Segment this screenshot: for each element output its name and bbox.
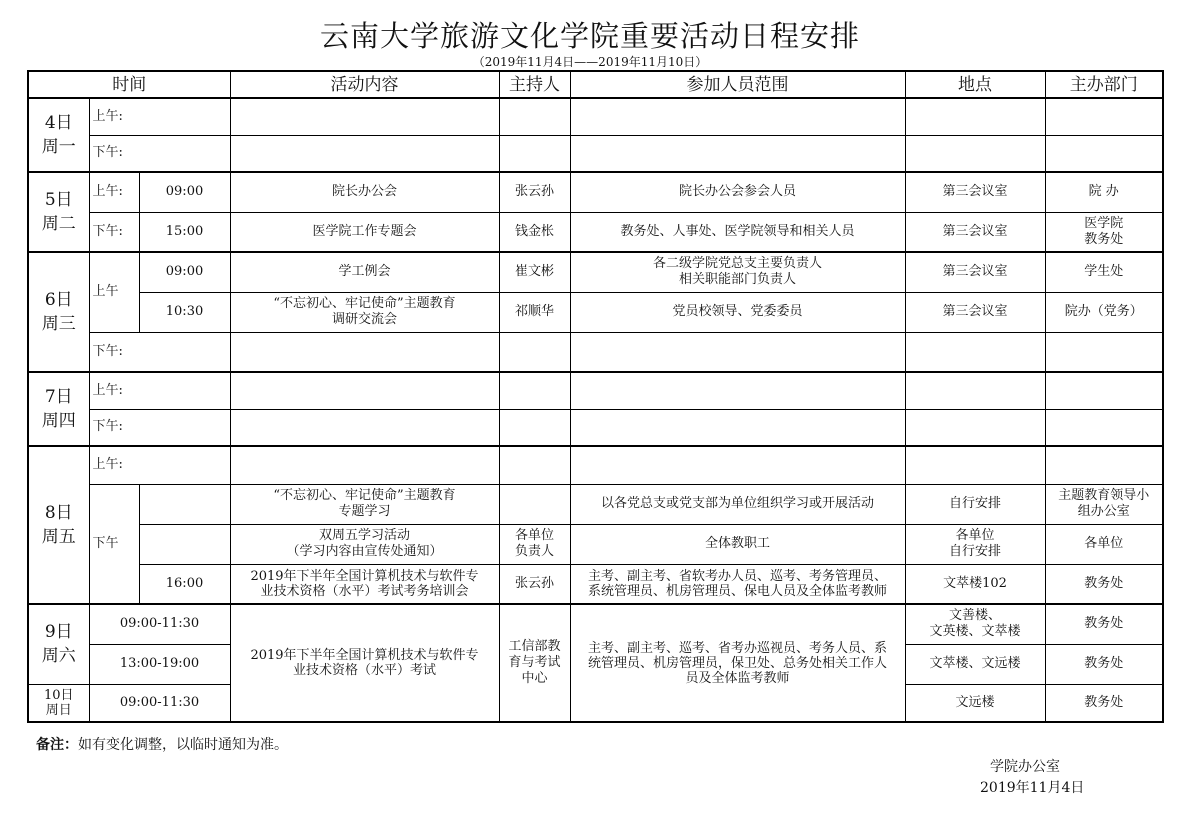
time-cell: 13:00-19:00	[89, 644, 230, 684]
people-cell: 主考、副主考、省软考办人员、巡考、考务管理员、 系统管理员、机房管理员、保电人员及全体监考教师	[570, 564, 905, 604]
am-label: 上午:	[89, 172, 139, 212]
remark-label: 备注：	[36, 737, 78, 753]
dept-cell: 主题教育领导小 组办公室	[1045, 484, 1163, 524]
content-cell: “不忘初心、牢记使命”主题教育 专题学习	[230, 484, 499, 524]
pm-label: 下午:	[89, 135, 230, 172]
am-label: 上午:	[89, 446, 230, 484]
time-cell: 09:00-11:30	[89, 684, 230, 722]
table-row	[28, 446, 1163, 484]
place-cell: 各单位 自行安排	[905, 524, 1045, 564]
day-cell: 5日 周二	[28, 172, 89, 252]
people-cell: 各二级学院党总支主要负责人 相关职能部门负责人	[570, 252, 905, 292]
pm-label: 下午:	[89, 409, 230, 446]
table-row	[28, 564, 1163, 604]
time-cell: 09:00	[139, 172, 230, 212]
people-cell: 党员校领导、党委委员	[570, 292, 905, 332]
place-cell: 文萃楼102	[905, 564, 1045, 604]
host-cell: 各单位 负责人	[499, 524, 570, 564]
place-cell: 文萃楼、文远楼	[905, 644, 1045, 684]
time-cell: 09:00-11:30	[89, 604, 230, 644]
dept-cell: 院 办	[1045, 172, 1163, 212]
host-cell: 崔文彬	[499, 252, 570, 292]
time-cell: 15:00	[139, 212, 230, 252]
dept-cell: 各单位	[1045, 524, 1163, 564]
table-row	[28, 372, 1163, 409]
day-cell: 10日 周日	[28, 684, 89, 722]
people-cell: 以各党总支或党支部为单位组织学习或开展活动	[570, 484, 905, 524]
place-cell: 第三会议室	[905, 212, 1045, 252]
day-cell: 8日 周五	[28, 446, 89, 604]
time-cell: 09:00	[139, 252, 230, 292]
content-cell: 2019年下半年全国计算机技术与软件专 业技术资格（水平）考试	[230, 604, 499, 722]
table-row	[28, 98, 1163, 135]
table-row	[28, 604, 1163, 644]
day-cell: 7日 周四	[28, 372, 89, 446]
signature-date: 2019年11月4日	[980, 780, 1085, 796]
am-label: 上午:	[89, 98, 230, 135]
signature-office: 学院办公室	[990, 759, 1060, 775]
header-dept: 主办部门	[1045, 71, 1163, 98]
place-cell: 第三会议室	[905, 172, 1045, 212]
header-place: 地点	[905, 71, 1045, 98]
dept-cell: 教务处	[1045, 644, 1163, 684]
people-cell: 主考、副主考、巡考、省考办巡视员、考务人员、系 统管理员、机房管理员，保卫处、总务处相关工作人 员及全体监考教师	[570, 604, 905, 722]
content-cell: “不忘初心、牢记使命”主题教育 调研交流会	[230, 292, 499, 332]
table-row	[28, 292, 1163, 332]
header-row	[28, 71, 1163, 98]
table-row	[28, 484, 1163, 524]
remark-text: 如有变化调整，以临时通知为准。	[78, 737, 288, 753]
am-label: 上午:	[89, 372, 230, 409]
table-row	[28, 409, 1163, 446]
content-cell: 双周五学习活动 （学习内容由宣传处通知）	[230, 524, 499, 564]
place-cell: 第三会议室	[905, 292, 1045, 332]
place-cell: 自行安排	[905, 484, 1045, 524]
time-cell: 10:30	[139, 292, 230, 332]
dept-cell: 教务处	[1045, 564, 1163, 604]
header-host: 主持人	[499, 71, 570, 98]
people-cell: 教务处、人事处、医学院领导和相关人员	[570, 212, 905, 252]
dept-cell: 教务处	[1045, 684, 1163, 722]
table-row	[28, 524, 1163, 564]
page-title: 云南大学旅游文化学院重要活动日程安排	[319, 19, 860, 53]
remark	[36, 734, 288, 754]
am-label: 上午	[89, 252, 139, 332]
date-range-subtitle: （2019年11月4日——2019年11月10日）	[472, 55, 708, 69]
header-content: 活动内容	[230, 71, 499, 98]
host-cell: 钱金枨	[499, 212, 570, 252]
table-row	[28, 212, 1163, 252]
content-cell: 2019年下半年全国计算机技术与软件专 业技术资格（水平）考试考务培训会	[230, 564, 499, 604]
day-cell: 9日 周六	[28, 604, 89, 684]
content-cell: 医学院工作专题会	[230, 212, 499, 252]
pm-label: 下午:	[89, 332, 230, 372]
people-cell: 全体教职工	[570, 524, 905, 564]
table-row	[28, 252, 1163, 292]
header-time: 时间	[28, 71, 230, 98]
table-row	[28, 332, 1163, 372]
dept-cell: 院办（党务）	[1045, 292, 1163, 332]
day-cell: 4日 周一	[28, 98, 89, 172]
table-row	[28, 135, 1163, 172]
table-row	[28, 172, 1163, 212]
dept-cell: 学生处	[1045, 252, 1163, 292]
host-cell: 张云孙	[499, 172, 570, 212]
dept-cell: 医学院 教务处	[1045, 212, 1163, 252]
pm-label: 下午:	[89, 212, 139, 252]
place-cell: 文远楼	[905, 684, 1045, 722]
people-cell: 院长办公会参会人员	[570, 172, 905, 212]
place-cell: 第三会议室	[905, 252, 1045, 292]
host-cell: 祁顺华	[499, 292, 570, 332]
host-cell: 张云孙	[499, 564, 570, 604]
header-people: 参加人员范围	[570, 71, 905, 98]
dept-cell: 教务处	[1045, 604, 1163, 644]
time-cell: 16:00	[139, 564, 230, 604]
schedule-table	[27, 70, 1164, 723]
content-cell: 院长办公会	[230, 172, 499, 212]
content-cell: 学工例会	[230, 252, 499, 292]
host-cell: 工信部教 育与考试 中心	[499, 604, 570, 722]
day-cell: 6日 周三	[28, 252, 89, 372]
place-cell: 文善楼、 文英楼、文萃楼	[905, 604, 1045, 644]
pm-label: 下午	[89, 484, 139, 604]
